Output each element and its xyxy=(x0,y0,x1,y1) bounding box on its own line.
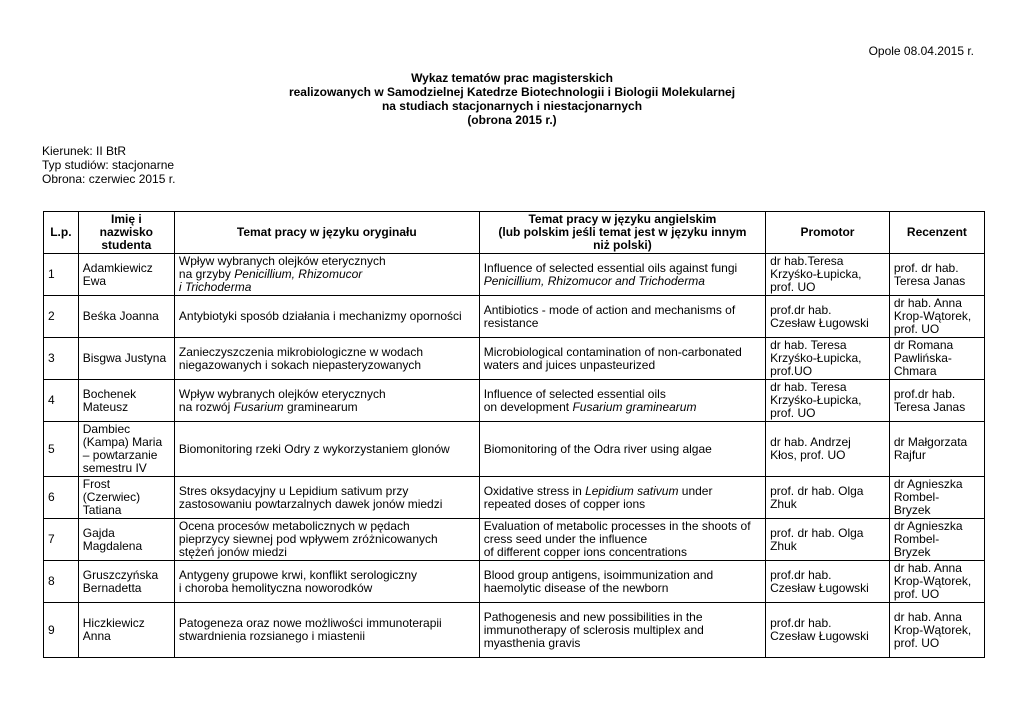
cell-recenzent: dr Agnieszka Rombel- Bryzek xyxy=(889,519,984,561)
meta-typ: Typ studiów: stacjonarne xyxy=(42,158,175,172)
cell-promotor: dr hab. Andrzej Kłos, prof. UO xyxy=(766,422,890,477)
cell-eng: Pathogenesis and new possibilities in the immunotherapy of sclerosis multiplex and myasthenia gravis xyxy=(479,603,765,658)
cell-orig: Antygeny grupowe krwi, konflikt serologiczny i choroba hemolityczna noworodków xyxy=(174,561,479,603)
cell-eng: Evaluation of metabolic processes in the shoots of cress seed under the influence of different copper ions concentrations xyxy=(479,519,765,561)
document-meta xyxy=(42,144,175,186)
meta-kierunek: Kierunek: II BtR xyxy=(42,144,127,158)
cell-name: Adamkiewicz Ewa xyxy=(78,254,174,296)
cell-name: Hiczkiewicz Anna xyxy=(78,603,174,658)
cell-eng: Biomonitoring of the Odra river using algae xyxy=(479,422,765,477)
cell-name: Gajda Magdalena xyxy=(78,519,174,561)
cell-promotor: dr hab.Teresa Krzyśko-Łupicka, prof. UO xyxy=(766,254,890,296)
cell-lp: 4 xyxy=(44,380,79,422)
document-title xyxy=(0,71,1024,127)
cell-name: Dambiec (Kampa) Maria – powtarzanie semestru IV xyxy=(78,422,174,477)
header-promotor: Promotor xyxy=(766,212,890,254)
cell-orig: Wpływ wybranych olejków eterycznych na rozwój Fusarium graminearum xyxy=(174,380,479,422)
title-line: Wykaz tematów prac magisterskich xyxy=(411,71,613,85)
cell-recenzent: dr hab. Anna Krop-Wątorek, prof. UO xyxy=(889,603,984,658)
cell-promotor: prof.dr hab. Czesław Ługowski xyxy=(766,561,890,603)
table-row xyxy=(44,296,985,338)
header-recenzent: Recenzent xyxy=(889,212,984,254)
cell-lp: 6 xyxy=(44,477,79,519)
header-name: Imię i nazwisko studenta xyxy=(78,212,174,254)
table-row xyxy=(44,338,985,380)
cell-recenzent: dr hab. Anna Krop-Wątorek, prof. UO xyxy=(889,561,984,603)
cell-orig: Stres oksydacyjny u Lepidium sativum przy zastosowaniu powtarzalnych dawek jonów miedzi xyxy=(174,477,479,519)
document-date: Opole 08.04.2015 r. xyxy=(868,44,974,58)
cell-name: Beśka Joanna xyxy=(78,296,174,338)
table-row xyxy=(44,561,985,603)
cell-promotor: prof.dr hab. Czesław Ługowski xyxy=(766,603,890,658)
cell-lp: 3 xyxy=(44,338,79,380)
cell-lp: 2 xyxy=(44,296,79,338)
cell-lp: 7 xyxy=(44,519,79,561)
cell-recenzent: dr Romana Pawlińska- Chmara xyxy=(889,338,984,380)
table-row xyxy=(44,603,985,658)
cell-lp: 1 xyxy=(44,254,79,296)
title-line: (obrona 2015 r.) xyxy=(467,113,557,127)
cell-recenzent: prof. dr hab. Teresa Janas xyxy=(889,254,984,296)
title-line: realizowanych w Samodzielnej Katedrze Biotechnologii i Biologii Molekularnej xyxy=(288,85,736,99)
cell-promotor: prof.dr hab. Czesław Ługowski xyxy=(766,296,890,338)
cell-recenzent: dr Małgorzata Rajfur xyxy=(889,422,984,477)
cell-lp: 8 xyxy=(44,561,79,603)
thesis-table xyxy=(43,211,985,658)
table-row xyxy=(44,422,985,477)
header-eng: Temat pracy w języku angielskim (lub polskim jeśli temat jest w języku innym niż polski) xyxy=(479,212,765,254)
cell-recenzent: dr hab. Anna Krop-Wątorek, prof. UO xyxy=(889,296,984,338)
title-line: na studiach stacjonarnych i niestacjonarnych xyxy=(381,99,643,113)
table-row xyxy=(44,519,985,561)
cell-promotor: prof. dr hab. Olga Zhuk xyxy=(766,477,890,519)
cell-recenzent: prof.dr hab. Teresa Janas xyxy=(889,380,984,422)
header-orig: Temat pracy w języku oryginału xyxy=(174,212,479,254)
cell-orig: Antybiotyki sposób działania i mechanizmy oporności xyxy=(174,296,479,338)
cell-name: Bisgwa Justyna xyxy=(78,338,174,380)
table-row xyxy=(44,477,985,519)
cell-orig: Zanieczyszczenia mikrobiologiczne w wodach niegazowanych i sokach niepasteryzowanych xyxy=(174,338,479,380)
cell-name: Frost (Czerwiec) Tatiana xyxy=(78,477,174,519)
cell-promotor: dr hab. Teresa Krzyśko-Łupicka, prof.UO xyxy=(766,338,890,380)
cell-orig: Ocena procesów metabolicznych w pędach pieprzycy siewnej pod wpływem zróżnicowanych stężeń jonów miedzi xyxy=(174,519,479,561)
cell-name: Gruszczyńska Bernadetta xyxy=(78,561,174,603)
cell-name: Bochenek Mateusz xyxy=(78,380,174,422)
cell-eng: Influence of selected essential oils on development Fusarium graminearum xyxy=(479,380,765,422)
cell-eng: Oxidative stress in Lepidium sativum under repeated doses of copper ions xyxy=(479,477,765,519)
cell-orig: Patogeneza oraz nowe możliwości immunoterapii stwardnienia rozsianego i miastenii xyxy=(174,603,479,658)
meta-obrona: Obrona: czerwiec 2015 r. xyxy=(42,172,176,186)
header-lp: L.p. xyxy=(44,212,79,254)
table-header-row xyxy=(44,212,985,254)
cell-promotor: dr hab. Teresa Krzyśko-Łupicka, prof. UO xyxy=(766,380,890,422)
cell-orig: Biomonitoring rzeki Odry z wykorzystaniem glonów xyxy=(174,422,479,477)
cell-orig: Wpływ wybranych olejków eterycznych na grzyby Penicillium, Rhizomucor i Trichoderma xyxy=(174,254,479,296)
cell-eng: Blood group antigens, isoimmunization and haemolytic disease of the newborn xyxy=(479,561,765,603)
table-row xyxy=(44,380,985,422)
cell-lp: 5 xyxy=(44,422,79,477)
cell-recenzent: dr Agnieszka Rombel- Bryzek xyxy=(889,477,984,519)
cell-eng: Microbiological contamination of non-carbonated waters and juices unpasteurized xyxy=(479,338,765,380)
cell-lp: 9 xyxy=(44,603,79,658)
cell-promotor: prof. dr hab. Olga Zhuk xyxy=(766,519,890,561)
cell-eng: Influence of selected essential oils against fungi Penicillium, Rhizomucor and Trichoderma xyxy=(479,254,765,296)
table-row xyxy=(44,254,985,296)
cell-eng: Antibiotics - mode of action and mechanisms of resistance xyxy=(479,296,765,338)
